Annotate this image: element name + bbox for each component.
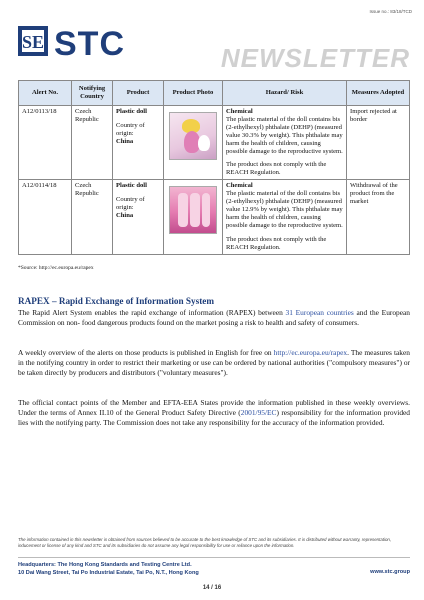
origin-country: China bbox=[116, 137, 134, 145]
footer-divider bbox=[18, 557, 410, 558]
hazard-note: The product does not comply with the REACH Regulation. bbox=[226, 161, 327, 177]
product-photo-doll-box bbox=[169, 186, 217, 234]
header-hazard-risk: Hazard/ Risk bbox=[223, 81, 347, 106]
product-cell bbox=[113, 180, 164, 254]
rapex-paragraph-1: The Rapid Alert System enables the rapid exchange of information (RAPEX) between 31 European countries and the European Commission on non- food dangerous products found on the market posing a risk to health and safety of consumers. bbox=[18, 308, 410, 327]
table-row bbox=[19, 106, 410, 180]
hazard-note: The product does not comply with the REACH Regulation. bbox=[226, 235, 327, 251]
table-row bbox=[19, 180, 410, 254]
measures-adopted: Import rejected at border bbox=[347, 106, 410, 180]
product-name: Plastic doll bbox=[116, 108, 147, 115]
footer-website-link[interactable]: www.stc.group bbox=[370, 569, 410, 575]
rapex-paragraph-2: A weekly overview of the alerts on those products is published in English for free on http://ec.europa.eu/rapex. The measures taken in the notifying country in order to restrict their marketing or use can be ordered by national authorities ("compulsory measures") or be taken directly by producers and distributors ("voluntary measures"). bbox=[18, 348, 410, 377]
origin-label: Country of origin: bbox=[116, 121, 145, 137]
product-photo-cell bbox=[164, 106, 223, 180]
notifying-country: Czech Republic bbox=[72, 106, 113, 180]
logo-text: STC bbox=[54, 25, 125, 62]
product-name: Plastic doll bbox=[116, 182, 147, 190]
product-cell bbox=[113, 106, 164, 180]
european-countries-link[interactable]: 31 European countries bbox=[285, 308, 354, 317]
alert-no: A12/0114/18 bbox=[19, 180, 72, 254]
origin-country: China bbox=[116, 211, 134, 219]
hq-address: 10 Dai Wang Street, Tai Po Industrial Estate, Tai Po, N.T., Hong Kong bbox=[18, 570, 199, 577]
hazard-title: Chemical bbox=[226, 108, 253, 115]
rapex-website-link[interactable]: http://ec.europa.eu/rapex bbox=[273, 348, 348, 357]
table-header-row bbox=[19, 81, 410, 106]
rapex-alerts-table bbox=[18, 80, 410, 255]
header-alert-no: Alert No. bbox=[19, 81, 72, 106]
product-photo-cell bbox=[164, 180, 223, 254]
alert-no: A12/0113/18 bbox=[19, 106, 72, 180]
notifying-country: Czech Republic bbox=[72, 180, 113, 254]
hazard-cell bbox=[223, 180, 347, 254]
newsletter-title: NEWSLETTER bbox=[220, 43, 410, 73]
product-photo-doll bbox=[169, 112, 217, 160]
stc-logo bbox=[16, 22, 146, 62]
footer-disclaimer: The information contained in this newsletter is obtained from sources believed to be accurate to the best knowledge of STC and its subsidiaries. It is distributed without warranty, representation, inducement or license of any kind and STC and its subsidiaries do not assume any legal responsibility for use or reliance upon the information. bbox=[18, 537, 392, 548]
hq-name: Headquarters: The Hong Kong Standards and Testing Centre Ltd. bbox=[18, 562, 192, 568]
source-note: *Source: http://ec.europa.eu/rapex bbox=[18, 265, 94, 271]
header-notifying-country: Notifying Country bbox=[72, 81, 113, 106]
rapex-paragraph-3: The official contact points of the Member and EFTA-EEA States provide the information published in these weekly overviews. Under the terms of Annex II.10 of the General Product Safety Directive (2001/95/EC) responsibility for the information provided lies with the notifying party. The Commission does not take any responsibility for the accuracy of the information provided. bbox=[18, 398, 410, 427]
header-measures-adopted: Measures Adopted bbox=[347, 81, 410, 106]
page-number: 14 / 16 bbox=[202, 585, 222, 591]
header-product-photo: Product Photo bbox=[164, 81, 223, 106]
measures-adopted: Withdrawal of the product from the market bbox=[347, 180, 410, 254]
svg-text:SE: SE bbox=[21, 32, 45, 52]
hazard-title: Chemical bbox=[226, 182, 253, 190]
footer-headquarters bbox=[18, 561, 199, 577]
hazard-description: The plastic material of the doll contains bis (2-ethylhexyl) phthalate (DEHP) (measured value 12.9% by weight). This phthalate may harm the health of children, causing possible damage to the reproductive system. bbox=[226, 190, 343, 229]
header-product: Product bbox=[113, 81, 164, 106]
rapex-section-title: RAPEX – Rapid Exchange of Information System bbox=[18, 296, 215, 306]
origin-label: Country of origin: bbox=[116, 196, 145, 212]
hazard-description: The plastic material of the doll contains bis (2-ethylhexyl) phthalate (DEHP) (measured value 30.3% by weight). This phthalate may harm the health of children, causing possible damage to the reproductive system. bbox=[226, 115, 343, 155]
hazard-cell bbox=[223, 106, 347, 180]
gpsd-directive-link[interactable]: 2001/95/EC bbox=[240, 407, 277, 417]
issue-number: Issue no.: 83/18/TCD bbox=[369, 9, 412, 14]
